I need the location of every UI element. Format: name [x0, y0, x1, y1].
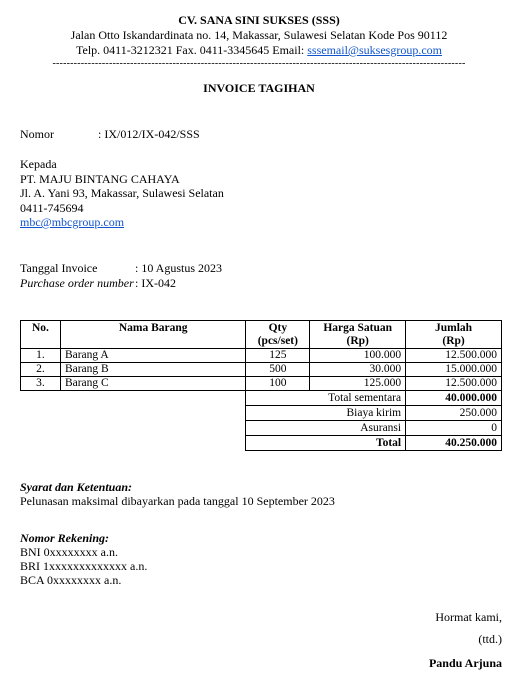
shipping-label: Biaya kirim	[246, 406, 406, 421]
row-harga-satuan: 125.000	[310, 377, 406, 391]
header-jumlah	[406, 321, 502, 349]
table-row	[21, 377, 502, 391]
row-nama-barang: Barang C	[60, 377, 245, 391]
row-no: 2.	[21, 363, 61, 377]
syarat-title: Syarat dan Ketentuan:	[20, 480, 133, 494]
header-no: No.	[21, 321, 61, 349]
tanggal-value: : 10 Agustus 2023	[135, 261, 223, 275]
header-qty	[246, 321, 310, 349]
tanggal-label: Tanggal Invoice	[20, 261, 98, 275]
header-jumlah-unit: (Rp)	[442, 335, 465, 347]
row-no: 1.	[21, 349, 61, 363]
header-qty-label: Qty	[268, 322, 288, 334]
row-jumlah: 12.500.000	[406, 349, 502, 363]
row-harga-satuan: 100.000	[310, 349, 406, 363]
signature-name: Pandu Arjuna	[428, 656, 502, 670]
syarat-text: Pelunasan maksimal dibayarkan pada tanggal 10 September 2023	[20, 494, 335, 508]
total-value: 40.250.000	[406, 436, 502, 451]
company-address: Jalan Otto Iskandardinata no. 14, Makassar, Sulawesi Selatan Kode Pos 90112	[70, 28, 448, 42]
nomor-label: Nomor	[20, 127, 54, 141]
company-name: CV. SANA SINI SUKSES (SSS)	[178, 13, 340, 27]
row-nama-barang: Barang B	[60, 363, 245, 377]
insurance-value: 0	[406, 421, 502, 436]
header-nama-barang: Nama Barang	[60, 321, 245, 349]
recipient-name: PT. MAJU BINTANG CAHAYA	[20, 172, 180, 186]
subtotal-value: 40.000.000	[406, 391, 502, 406]
table-row	[21, 363, 502, 377]
contact-text: Telp. 0411-3212321 Fax. 0411-3345645 Email:	[76, 43, 308, 57]
row-jumlah: 12.500.000	[406, 377, 502, 391]
row-no: 3.	[21, 377, 61, 391]
rekening-title: Nomor Rekening:	[20, 531, 110, 545]
invoice-table	[20, 320, 502, 451]
row-qty: 100	[246, 377, 310, 391]
rekening-bca: BCA 0xxxxxxxx a.n.	[20, 573, 122, 587]
row-jumlah: 15.000.000	[406, 363, 502, 377]
recipient-email-link[interactable]: mbc@mbcgroup.com	[20, 215, 125, 229]
row-qty: 125	[246, 349, 310, 363]
po-value: : IX-042	[135, 276, 176, 290]
row-qty: 500	[246, 363, 310, 377]
recipient-phone: 0411-745694	[20, 201, 84, 215]
summary-row-insurance	[21, 421, 502, 436]
signature-ttd: (ttd.)	[478, 632, 502, 646]
header-qty-unit: (pcs/set)	[257, 335, 298, 347]
row-nama-barang: Barang A	[60, 349, 245, 363]
rekening-bni: BNI 0xxxxxxxx a.n.	[20, 545, 118, 559]
table-header-row	[21, 321, 502, 349]
insurance-label: Asuransi	[246, 421, 406, 436]
header-harga-label: Harga Satuan	[323, 322, 393, 334]
shipping-value: 250.000	[406, 406, 502, 421]
summary-row-shipping	[21, 406, 502, 421]
recipient-address: Jl. A. Yani 93, Makassar, Sulawesi Selatan	[20, 186, 224, 200]
total-label: Total	[246, 436, 406, 451]
document-title: INVOICE TAGIHAN	[203, 81, 315, 95]
company-contact	[0, 43, 518, 58]
header-jumlah-label: Jumlah	[435, 322, 473, 334]
header-harga-satuan	[310, 321, 406, 349]
company-email-link[interactable]: sssemail@suksesgroup.com	[307, 43, 442, 57]
row-harga-satuan: 30.000	[310, 363, 406, 377]
header-divider: ---------------------------------------------------------------------------------------------------------------------	[52, 58, 466, 69]
summary-row-total	[21, 436, 502, 451]
rekening-bri: BRI 1xxxxxxxxxxxxx a.n.	[20, 559, 148, 573]
po-label: Purchase order number	[20, 276, 134, 290]
signature-closing: Hormat kami,	[435, 610, 502, 624]
nomor-value: : IX/012/IX-042/SSS	[98, 127, 200, 141]
header-harga-unit: (Rp)	[346, 335, 369, 347]
summary-row-subtotal	[21, 391, 502, 406]
subtotal-label: Total sementara	[246, 391, 406, 406]
kepada-label: Kepada	[20, 157, 57, 171]
table-row	[21, 349, 502, 363]
